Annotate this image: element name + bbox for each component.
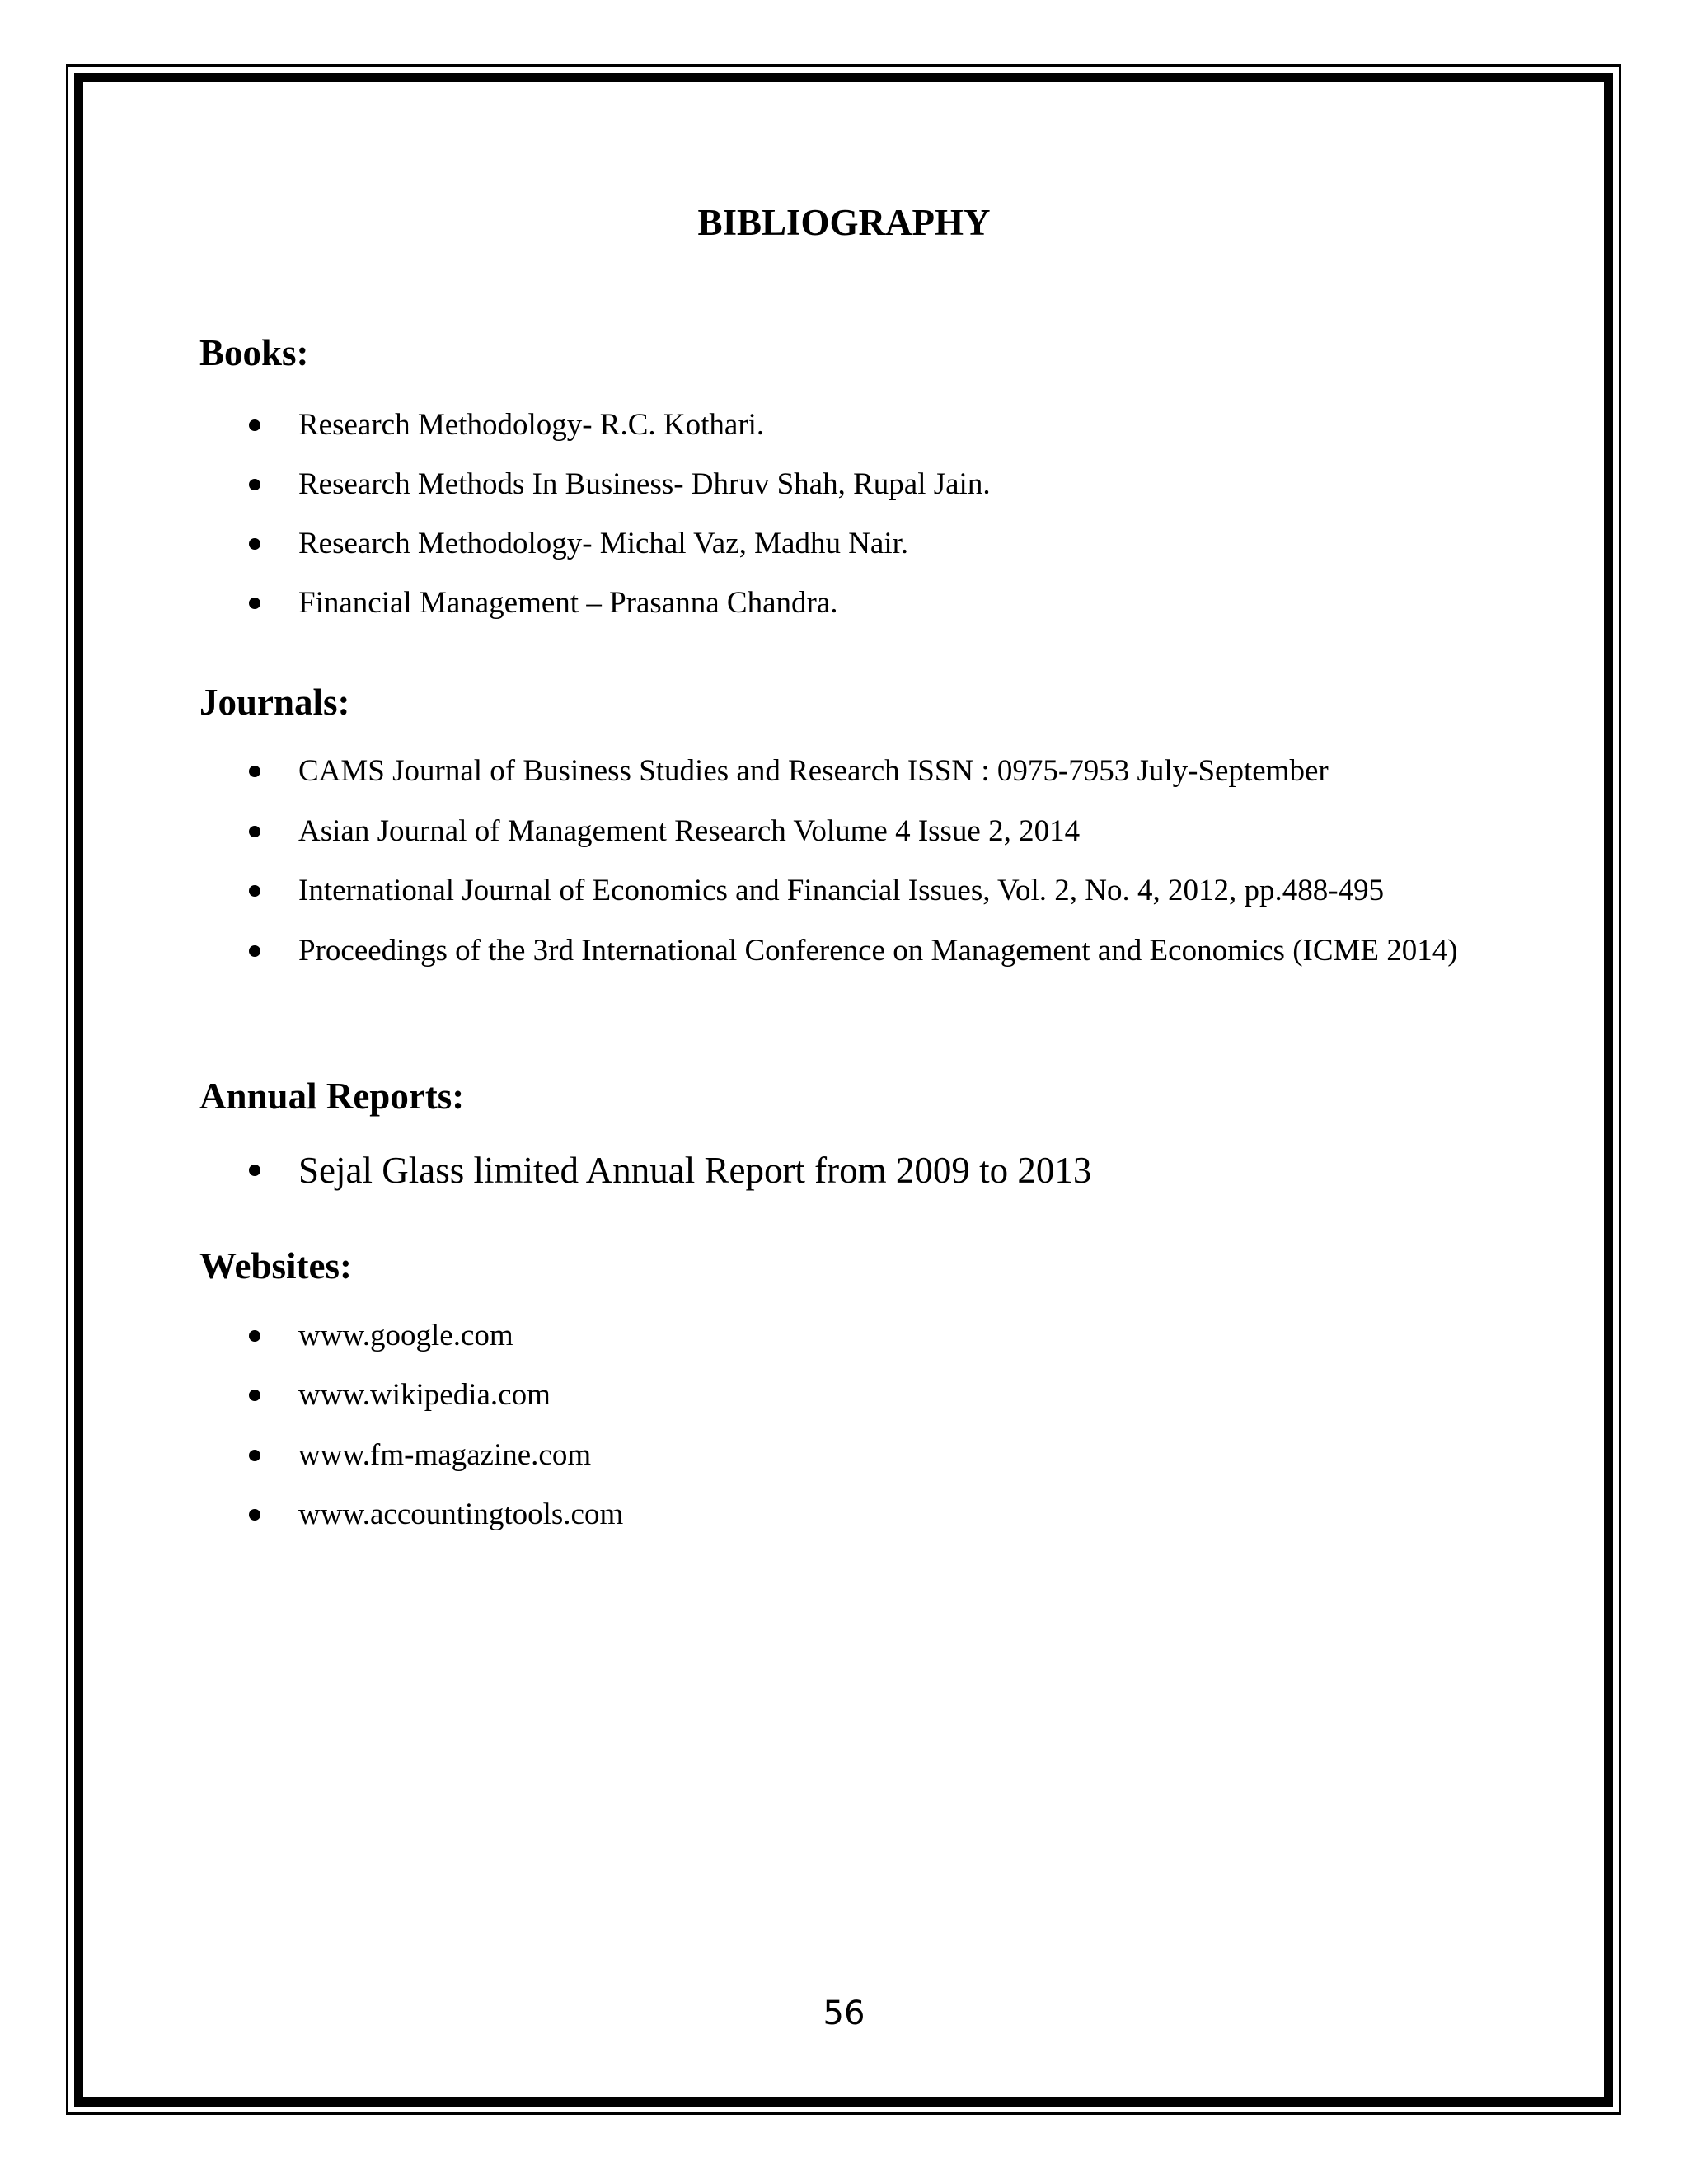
bullet-icon <box>249 1450 260 1461</box>
list-item-text: Asian Journal of Management Research Volume 4 Issue 2, 2014 <box>298 814 1081 848</box>
bullet-icon <box>249 1390 260 1401</box>
annual-reports-heading: Annual Reports: <box>199 1076 465 1117</box>
bullet-icon <box>249 419 260 431</box>
list-item-text: www.accountingtools.com <box>298 1497 624 1531</box>
bullet-icon <box>249 1330 260 1342</box>
websites-heading: Websites: <box>199 1245 352 1286</box>
bullet-icon <box>249 826 260 837</box>
list-item-text: Financial Management – Prasanna Chandra. <box>298 586 838 620</box>
journals-heading: Journals: <box>199 682 350 723</box>
list-item-text: www.google.com <box>298 1319 513 1352</box>
list-item-text: International Journal of Economics and Financial Issues, Vol. 2, No. 4, 2012, pp.488-495 <box>298 874 1385 907</box>
list-item-text: Sejal Glass limited Annual Report from 2009 to 2013 <box>298 1150 1092 1191</box>
page-number: 56 <box>823 1994 865 2032</box>
list-item-text: Research Methodology- R.C. Kothari. <box>298 408 765 442</box>
list-item-text: Research Methods In Business- Dhruv Shah, Rupal Jain. <box>298 467 991 501</box>
bullet-icon <box>249 479 260 490</box>
bullet-icon <box>249 945 260 957</box>
list-item-text: Proceedings of the 3rd International Conference on Management and Economics (ICME 2014) <box>298 934 1458 968</box>
bullet-icon <box>249 598 260 609</box>
page-title: BIBLIOGRAPHY <box>697 202 991 243</box>
bullet-icon <box>249 1165 260 1176</box>
bullet-icon <box>249 766 260 777</box>
list-item-text: CAMS Journal of Business Studies and Research ISSN : 0975-7953 July-September <box>298 754 1329 788</box>
list-item-text: www.fm-magazine.com <box>298 1438 592 1472</box>
books-heading: Books: <box>199 332 309 373</box>
bullet-icon <box>249 1509 260 1521</box>
list-item-text: Research Methodology- Michal Vaz, Madhu Nair. <box>298 527 909 560</box>
bullet-icon <box>249 538 260 550</box>
list-item-text: www.wikipedia.com <box>298 1378 551 1412</box>
bullet-icon <box>249 885 260 897</box>
